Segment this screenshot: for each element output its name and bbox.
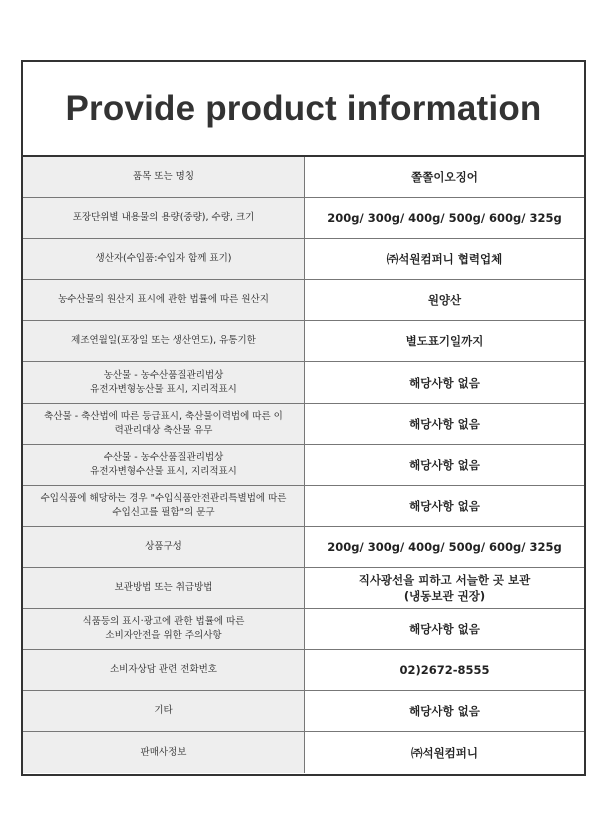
page-title: Provide product information: [23, 62, 584, 157]
table-row: [23, 280, 584, 321]
table-row: [23, 239, 584, 280]
table-row: [23, 732, 584, 773]
row-value: 해당사항 없음: [409, 416, 480, 431]
row-value: 원양산: [427, 293, 462, 308]
table-row: [23, 691, 584, 732]
row-label: 포장단위별 내용물의 용량(중량), 수량, 크기: [23, 198, 305, 238]
row-label: 상품구성: [23, 527, 305, 567]
table-row: [23, 445, 584, 486]
row-value: 쫄쫄이오징어: [411, 170, 478, 185]
row-label: 수산물 - 농수산품질관리법상 유전자변형수산물 표시, 지리적표시: [23, 445, 305, 485]
row-label: 생산자(수입품:수입자 함께 표기): [23, 239, 305, 279]
table-row: [23, 198, 584, 239]
row-label: 축산물 - 축산법에 따른 등급표시, 축산물이력법에 따른 이 력관리대상 축산물 유무: [23, 404, 305, 444]
row-value: 직사광선을 피하고 서늘한 곳 보관 (냉동보관 권장): [358, 572, 531, 603]
row-label: 보관방법 또는 취급방법: [23, 568, 305, 608]
table-row: [23, 568, 584, 609]
row-label: 소비자상담 관련 전화번호: [23, 650, 305, 690]
row-value: ㈜석원컴퍼니 협력업체: [386, 252, 503, 267]
product-info-sheet: [21, 60, 586, 776]
row-label: 식품등의 표시·광고에 관한 법률에 따른 소비자안전을 위한 주의사항: [23, 609, 305, 649]
row-label: 농산물 - 농수산품질관리법상 유전자변형농산물 표시, 지리적표시: [23, 362, 305, 402]
table-row: [23, 609, 584, 650]
table-row: [23, 157, 584, 198]
table-row: [23, 321, 584, 362]
row-value: 해당사항 없음: [409, 457, 480, 472]
table-row: [23, 650, 584, 691]
row-value: 해당사항 없음: [409, 704, 480, 719]
row-label: 판매사정보: [23, 732, 305, 773]
row-value: 200g/ 300g/ 400g/ 500g/ 600g/ 325g: [327, 211, 562, 226]
table-row: [23, 404, 584, 445]
row-label: 제조연월일(포장일 또는 생산연도), 유통기한: [23, 321, 305, 361]
row-value: ㈜석원컴퍼니: [410, 745, 479, 760]
row-label: 수입식품에 해당하는 경우 "수입식품안전관리특별법에 따른 수입신고를 필함"의 문구: [23, 486, 305, 526]
row-value: 200g/ 300g/ 400g/ 500g/ 600g/ 325g: [327, 539, 562, 554]
row-value: 별도표기일까지: [405, 334, 484, 349]
row-value: 해당사항 없음: [409, 498, 480, 513]
row-value: 해당사항 없음: [409, 622, 480, 637]
row-value: 해당사항 없음: [409, 375, 480, 390]
row-value: 02)2672-8555: [399, 663, 490, 678]
row-label: 기타: [23, 691, 305, 731]
row-label: 품목 또는 명칭: [23, 157, 305, 197]
row-label: 농수산물의 원산지 표시에 관한 법률에 따른 원산지: [23, 280, 305, 320]
table-row: [23, 527, 584, 568]
info-table: [23, 157, 584, 773]
table-row: [23, 486, 584, 527]
table-row: [23, 362, 584, 403]
